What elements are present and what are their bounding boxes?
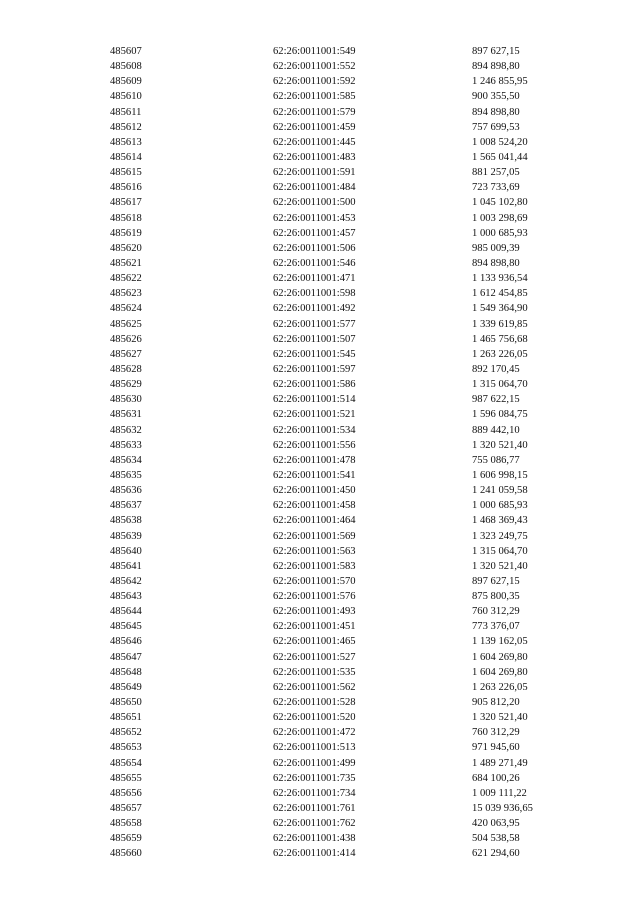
row-number-cell: 485617 <box>110 197 142 209</box>
cadastral-number-cell: 62:26:0011001:451 <box>273 621 356 633</box>
cadastral-number-cell: 62:26:0011001:506 <box>273 242 356 254</box>
row-number-cell: 485612 <box>110 121 142 133</box>
row-number-cell: 485624 <box>110 303 142 315</box>
table-row <box>0 695 640 710</box>
cadastral-value-cell: 773 376,07 <box>472 621 520 633</box>
cadastral-value-cell: 1 315 064,70 <box>472 545 528 557</box>
cadastral-number-cell: 62:26:0011001:484 <box>273 182 356 194</box>
row-number-cell: 485638 <box>110 515 142 527</box>
cadastral-value-cell: 1 549 364,90 <box>472 303 528 315</box>
table-row <box>0 846 640 861</box>
cadastral-number-cell: 62:26:0011001:549 <box>273 46 356 57</box>
table-row <box>0 180 640 195</box>
cadastral-value-cell: 1 133 936,54 <box>472 273 528 285</box>
cadastral-value-cell: 1 009 111,22 <box>472 787 527 799</box>
cadastral-value-cell: 1 263 226,05 <box>472 348 528 360</box>
cadastral-number-cell: 62:26:0011001:458 <box>273 500 356 512</box>
table-row <box>0 725 640 740</box>
cadastral-value-cell: 504 538,58 <box>472 833 520 845</box>
cadastral-number-cell: 62:26:0011001:735 <box>273 772 356 784</box>
cadastral-number-cell: 62:26:0011001:545 <box>273 348 356 360</box>
row-number-cell: 485633 <box>110 439 142 451</box>
cadastral-value-cell: 889 442,10 <box>472 424 520 436</box>
row-number-cell: 485609 <box>110 76 142 88</box>
row-number-cell: 485651 <box>110 712 142 724</box>
table-row <box>0 377 640 392</box>
row-number-cell: 485649 <box>110 681 142 693</box>
cadastral-value-cell: 1 339 619,85 <box>472 318 528 330</box>
cadastral-number-cell: 62:26:0011001:585 <box>273 91 356 103</box>
row-number-cell: 485608 <box>110 61 142 73</box>
cadastral-number-cell: 62:26:0011001:569 <box>273 530 356 542</box>
cadastral-value-cell: 905 812,20 <box>472 697 520 709</box>
table-row <box>0 362 640 377</box>
cadastral-value-cell: 1 241 059,58 <box>472 485 528 497</box>
cadastral-number-cell: 62:26:0011001:562 <box>273 681 356 693</box>
cadastral-number-cell: 62:26:0011001:570 <box>273 575 356 587</box>
row-number-cell: 485655 <box>110 772 142 784</box>
table-row <box>0 241 640 256</box>
table-row <box>0 347 640 362</box>
row-number-cell: 485640 <box>110 545 142 557</box>
table-row <box>0 211 640 226</box>
cadastral-number-cell: 62:26:0011001:586 <box>273 379 356 391</box>
cadastral-value-cell: 757 699,53 <box>472 121 520 133</box>
row-number-cell: 485631 <box>110 409 142 421</box>
cadastral-value-cell: 971 945,60 <box>472 742 520 754</box>
cadastral-number-cell: 62:26:0011001:414 <box>273 848 356 860</box>
cadastral-value-cell: 1 468 369,43 <box>472 515 528 527</box>
row-number-cell: 485627 <box>110 348 142 360</box>
row-number-cell: 485634 <box>110 454 142 466</box>
cadastral-value-cell: 1 008 524,20 <box>472 136 528 148</box>
cadastral-number-cell: 62:26:0011001:478 <box>273 454 356 466</box>
cadastral-value-cell: 900 355,50 <box>472 91 520 103</box>
cadastral-number-cell: 62:26:0011001:534 <box>273 424 356 436</box>
table-row <box>0 44 640 59</box>
cadastral-number-cell: 62:26:0011001:541 <box>273 469 356 481</box>
cadastral-value-cell: 1 315 064,70 <box>472 379 528 391</box>
row-number-cell: 485618 <box>110 212 142 224</box>
row-number-cell: 485660 <box>110 848 142 860</box>
cadastral-number-cell: 62:26:0011001:457 <box>273 227 356 239</box>
cadastral-number-cell: 62:26:0011001:597 <box>273 363 356 375</box>
row-number-cell: 485645 <box>110 621 142 633</box>
table-row <box>0 544 640 559</box>
table-row <box>0 831 640 846</box>
row-number-cell: 485611 <box>110 106 142 118</box>
table-row <box>0 816 640 831</box>
table-row <box>0 468 640 483</box>
row-number-cell: 485610 <box>110 91 142 103</box>
cadastral-value-cell: 760 312,29 <box>472 727 520 739</box>
table-row <box>0 529 640 544</box>
cadastral-value-cell: 1 320 521,40 <box>472 439 528 451</box>
row-number-cell: 485628 <box>110 363 142 375</box>
cadastral-value-cell: 892 170,45 <box>472 363 520 375</box>
cadastral-number-cell: 62:26:0011001:535 <box>273 666 356 678</box>
table-row <box>0 619 640 634</box>
row-number-cell: 485647 <box>110 651 142 663</box>
cadastral-value-cell: 684 100,26 <box>472 772 520 784</box>
cadastral-value-cell: 894 898,80 <box>472 257 520 269</box>
row-number-cell: 485654 <box>110 757 142 769</box>
cadastral-number-cell: 62:26:0011001:438 <box>273 833 356 845</box>
row-number-cell: 485644 <box>110 606 142 618</box>
cadastral-number-cell: 62:26:0011001:563 <box>273 545 356 557</box>
table-row <box>0 271 640 286</box>
row-number-cell: 485626 <box>110 333 142 345</box>
table-row <box>0 786 640 801</box>
cadastral-number-cell: 62:26:0011001:500 <box>273 197 356 209</box>
cadastral-value-cell: 1 565 041,44 <box>472 151 528 163</box>
cadastral-number-cell: 62:26:0011001:450 <box>273 485 356 497</box>
cadastral-number-cell: 62:26:0011001:499 <box>273 757 356 769</box>
cadastral-value-cell: 1 604 269,80 <box>472 666 528 678</box>
table-row <box>0 226 640 241</box>
table-row <box>0 771 640 786</box>
table-row <box>0 407 640 422</box>
table-row <box>0 438 640 453</box>
cadastral-number-cell: 62:26:0011001:556 <box>273 439 356 451</box>
cadastral-value-cell: 760 312,29 <box>472 606 520 618</box>
cadastral-number-cell: 62:26:0011001:453 <box>273 212 356 224</box>
table-row <box>0 74 640 89</box>
row-number-cell: 485625 <box>110 318 142 330</box>
cadastral-number-cell: 62:26:0011001:579 <box>273 106 356 118</box>
cadastral-number-cell: 62:26:0011001:598 <box>273 288 356 300</box>
cadastral-number-cell: 62:26:0011001:464 <box>273 515 356 527</box>
table-row <box>0 135 640 150</box>
table-row <box>0 89 640 104</box>
row-number-cell: 485613 <box>110 136 142 148</box>
table-row <box>0 120 640 135</box>
row-number-cell: 485615 <box>110 167 142 179</box>
table-row <box>0 150 640 165</box>
table-row <box>0 498 640 513</box>
cadastral-number-cell: 62:26:0011001:514 <box>273 394 356 406</box>
table-row <box>0 710 640 725</box>
cadastral-value-cell: 894 898,80 <box>472 61 520 73</box>
table-row <box>0 286 640 301</box>
cadastral-value-cell: 1 000 685,93 <box>472 500 528 512</box>
cadastral-value-cell: 1 323 249,75 <box>472 530 528 542</box>
table-row <box>0 165 640 180</box>
row-number-cell: 485656 <box>110 787 142 799</box>
row-number-cell: 485659 <box>110 833 142 845</box>
cadastral-number-cell: 62:26:0011001:520 <box>273 712 356 724</box>
data-table <box>0 44 640 862</box>
cadastral-number-cell: 62:26:0011001:445 <box>273 136 356 148</box>
row-number-cell: 485641 <box>110 560 142 572</box>
cadastral-value-cell: 987 622,15 <box>472 394 520 406</box>
row-number-cell: 485642 <box>110 575 142 587</box>
cadastral-number-cell: 62:26:0011001:472 <box>273 727 356 739</box>
row-number-cell: 485607 <box>110 46 142 57</box>
cadastral-number-cell: 62:26:0011001:552 <box>273 61 356 73</box>
cadastral-number-cell: 62:26:0011001:513 <box>273 742 356 754</box>
row-number-cell: 485623 <box>110 288 142 300</box>
cadastral-value-cell: 1 320 521,40 <box>472 560 528 572</box>
table-row <box>0 59 640 74</box>
cadastral-value-cell: 755 086,77 <box>472 454 520 466</box>
cadastral-number-cell: 62:26:0011001:577 <box>273 318 356 330</box>
cadastral-value-cell: 1 320 521,40 <box>472 712 528 724</box>
cadastral-number-cell: 62:26:0011001:493 <box>273 606 356 618</box>
cadastral-number-cell: 62:26:0011001:521 <box>273 409 356 421</box>
row-number-cell: 485614 <box>110 151 142 163</box>
cadastral-value-cell: 1 606 998,15 <box>472 469 528 481</box>
cadastral-number-cell: 62:26:0011001:591 <box>273 167 356 179</box>
row-number-cell: 485650 <box>110 697 142 709</box>
cadastral-value-cell: 621 294,60 <box>472 848 520 860</box>
cadastral-number-cell: 62:26:0011001:507 <box>273 333 356 345</box>
table-row <box>0 423 640 438</box>
cadastral-value-cell: 875 800,35 <box>472 591 520 603</box>
cadastral-number-cell: 62:26:0011001:483 <box>273 151 356 163</box>
table-row <box>0 105 640 120</box>
row-number-cell: 485629 <box>110 379 142 391</box>
table-row <box>0 301 640 316</box>
row-number-cell: 485652 <box>110 727 142 739</box>
cadastral-number-cell: 62:26:0011001:465 <box>273 636 356 648</box>
table-row <box>0 392 640 407</box>
cadastral-value-cell: 723 733,69 <box>472 182 520 194</box>
table-row <box>0 332 640 347</box>
cadastral-number-cell: 62:26:0011001:459 <box>273 121 356 133</box>
row-number-cell: 485632 <box>110 424 142 436</box>
cadastral-value-cell: 1 465 756,68 <box>472 333 528 345</box>
table-row <box>0 513 640 528</box>
cadastral-number-cell: 62:26:0011001:592 <box>273 76 356 88</box>
cadastral-value-cell: 1 000 685,93 <box>472 227 528 239</box>
row-number-cell: 485630 <box>110 394 142 406</box>
cadastral-value-cell: 897 627,15 <box>472 575 520 587</box>
row-number-cell: 485616 <box>110 182 142 194</box>
cadastral-value-cell: 1 612 454,85 <box>472 288 528 300</box>
row-number-cell: 485653 <box>110 742 142 754</box>
cadastral-number-cell: 62:26:0011001:576 <box>273 591 356 603</box>
cadastral-value-cell: 1 596 084,75 <box>472 409 528 421</box>
cadastral-number-cell: 62:26:0011001:527 <box>273 651 356 663</box>
table-row <box>0 574 640 589</box>
cadastral-value-cell: 1 139 162,05 <box>472 636 528 648</box>
table-row <box>0 634 640 649</box>
cadastral-number-cell: 62:26:0011001:734 <box>273 787 356 799</box>
cadastral-number-cell: 62:26:0011001:761 <box>273 803 356 815</box>
row-number-cell: 485637 <box>110 500 142 512</box>
cadastral-value-cell: 1 003 298,69 <box>472 212 528 224</box>
row-number-cell: 485621 <box>110 257 142 269</box>
row-number-cell: 485639 <box>110 530 142 542</box>
row-number-cell: 485658 <box>110 818 142 830</box>
table-row <box>0 453 640 468</box>
cadastral-value-cell: 985 009,39 <box>472 242 520 254</box>
cadastral-number-cell: 62:26:0011001:762 <box>273 818 356 830</box>
cadastral-value-cell: 1 045 102,80 <box>472 197 528 209</box>
table-row <box>0 604 640 619</box>
row-number-cell: 485620 <box>110 242 142 254</box>
cadastral-value-cell: 897 627,15 <box>472 46 520 57</box>
row-number-cell: 485646 <box>110 636 142 648</box>
table-row <box>0 665 640 680</box>
table-row <box>0 317 640 332</box>
cadastral-number-cell: 62:26:0011001:546 <box>273 257 356 269</box>
cadastral-value-cell: 1 263 226,05 <box>472 681 528 693</box>
row-number-cell: 485619 <box>110 227 142 239</box>
cadastral-value-cell: 1 489 271,49 <box>472 757 528 769</box>
cadastral-number-cell: 62:26:0011001:583 <box>273 560 356 572</box>
cadastral-number-cell: 62:26:0011001:471 <box>273 273 356 285</box>
table-row <box>0 680 640 695</box>
table-row <box>0 483 640 498</box>
row-number-cell: 485635 <box>110 469 142 481</box>
table-row <box>0 589 640 604</box>
cadastral-value-cell: 1 604 269,80 <box>472 651 528 663</box>
table-row <box>0 256 640 271</box>
cadastral-value-cell: 881 257,05 <box>472 167 520 179</box>
cadastral-value-cell: 420 063,95 <box>472 818 520 830</box>
row-number-cell: 485643 <box>110 591 142 603</box>
table-row <box>0 740 640 755</box>
cadastral-value-cell: 1 246 855,95 <box>472 76 528 88</box>
cadastral-value-cell: 894 898,80 <box>472 106 520 118</box>
table-row <box>0 801 640 816</box>
cadastral-number-cell: 62:26:0011001:528 <box>273 697 356 709</box>
cadastral-number-cell: 62:26:0011001:492 <box>273 303 356 315</box>
table-row <box>0 195 640 210</box>
row-number-cell: 485622 <box>110 273 142 285</box>
table-row <box>0 559 640 574</box>
table-row <box>0 756 640 771</box>
table-row <box>0 650 640 665</box>
row-number-cell: 485657 <box>110 803 142 815</box>
row-number-cell: 485636 <box>110 485 142 497</box>
row-number-cell: 485648 <box>110 666 142 678</box>
cadastral-value-cell: 15 039 936,65 <box>472 803 533 815</box>
